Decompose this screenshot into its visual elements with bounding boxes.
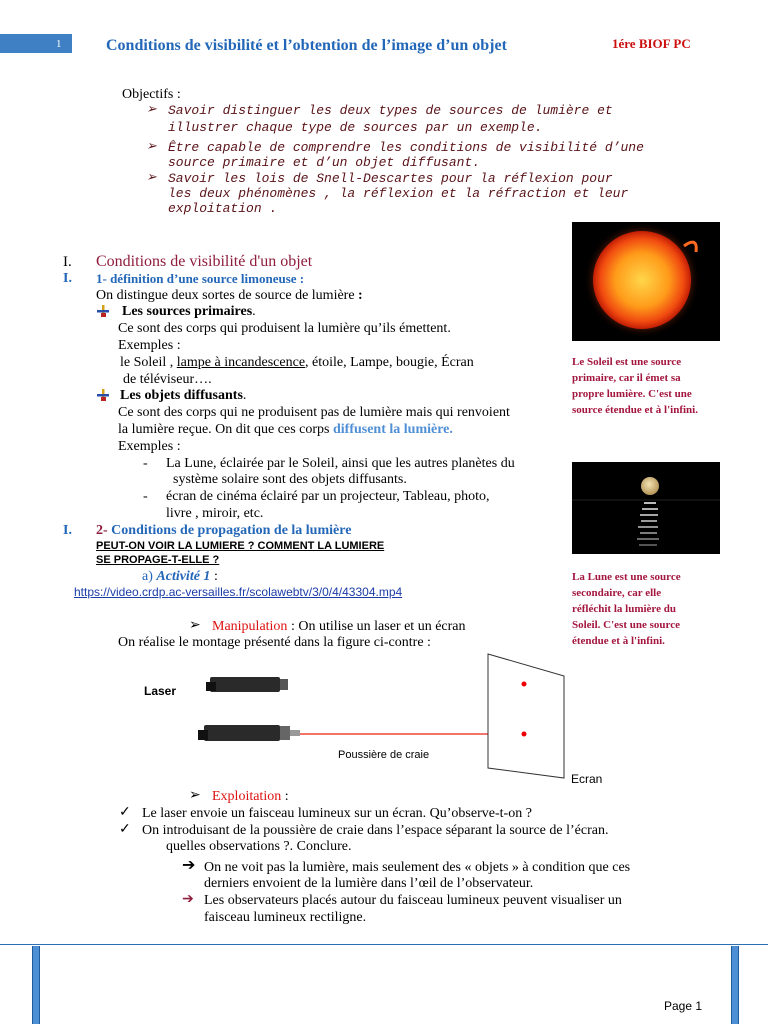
objective-2-line-2: source primaire et d’un objet diffusant. [168, 155, 481, 170]
moon-image [572, 462, 720, 554]
activity-video-link[interactable]: https://video.crdp.ac-versailles.fr/scolawebtv/3/0/4/43304.mp4 [74, 585, 403, 599]
conclusion-1-line-1: On ne voit pas la lumière, mais seulement des « objets » à condition que ces [204, 860, 631, 875]
question-2-line-1: On introduisant de la poussière de craie dans l’espace séparant la source de l’écran. [142, 823, 609, 838]
primary-examples-line-2: de téléviseur…. [123, 372, 212, 387]
footer-divider [0, 944, 768, 945]
exploitation-arrow: ➢ [189, 788, 201, 803]
section-1-title: Conditions de visibilité d'un objet [96, 253, 313, 270]
document-title: Conditions de visibilité et l’obtention de l’image d’un objet [106, 37, 507, 54]
sun-caption-line-1: Le Soleil est une source [572, 356, 682, 368]
primary-sources-title: Les sources primaires. [122, 304, 256, 319]
objective-1-arrow: ➢ [146, 102, 157, 117]
question-2-line-2: quelles observations ?. Conclure. [166, 839, 352, 854]
laser-label: Laser [144, 684, 177, 698]
objective-3-line-1: Savoir les lois de Snell-Descartes pour la réflexion pour [168, 171, 613, 186]
exploitation-line: Exploitation : [212, 789, 289, 804]
footer-left-bar [32, 946, 40, 1024]
moon-caption-line-5: étendue et à l'infini. [572, 635, 665, 647]
chalk-dust-label: Poussière de craie [338, 749, 430, 761]
manipulation-line: Manipulation : On utilise un laser et un écran [212, 619, 466, 634]
sun-caption-line-4: source étendue et à l'infini. [572, 404, 698, 416]
moon-caption-line-4: Soleil. C'est une source [572, 619, 680, 631]
class-label: 1ére BIOF PC [612, 36, 691, 51]
section-1-number: I. [63, 254, 72, 270]
diffusing-examples-label: Exemples : [118, 439, 181, 454]
subsection-1-title: 1- définition d’une source limoneuse : [96, 271, 305, 286]
arrow-right-icon: ➔ [182, 857, 196, 874]
primary-examples-label: Exemples : [118, 338, 181, 353]
page-footer-number: Page 1 [664, 999, 703, 1013]
moon-caption-line-1: La Lune est une source [572, 571, 681, 583]
section-2-number: I. [63, 523, 72, 538]
objective-2-arrow: ➢ [146, 139, 157, 154]
subsection-1-number: I. [63, 271, 72, 286]
sources-intro: On distingue deux sortes de source de lumière : [96, 288, 363, 303]
conclusion-2-line-2: faisceau lumineux rectiligne. [204, 910, 367, 925]
moon-caption-line-2: secondaire, car elle [572, 587, 662, 599]
footer-right-bar [731, 946, 739, 1024]
objective-3-line-2: les deux phénomènes , la réflexion et la réfraction et leur [168, 186, 629, 201]
manipulation-arrow: ➢ [189, 618, 201, 633]
sun-image [572, 222, 720, 341]
primary-examples: le Soleil , lampe à incandescence, étoile, Lampe, bougie, Écran [120, 355, 474, 370]
pointer-bullet-icon [96, 304, 110, 318]
diffusing-example-1-line-1: La Lune, éclairée par le Soleil, ainsi que les autres planètes du [166, 456, 515, 471]
arrow-right-icon: ➔ [182, 892, 194, 907]
objective-3-arrow: ➢ [146, 170, 157, 185]
diffusing-example-1-line-2: système solaire sont des objets diffusants. [173, 472, 407, 487]
conclusion-1-line-2: derniers envoient de la lumière dans l’œil de l’observateur. [204, 876, 534, 891]
moon-caption-line-3: réfléchit la lumière du [572, 603, 676, 615]
diffusing-objects-title: Les objets diffusants. [120, 388, 247, 403]
primary-sources-definition: Ce sont des corps qui produisent la lumière qu’ils émettent. [118, 321, 451, 336]
conclusion-2-line-1: Les observateurs placés autour du faisceau lumineux peuvent visualiser un [204, 893, 622, 908]
objective-3-line-3: exploitation . [168, 201, 278, 216]
objectives-label: Objectifs : [122, 87, 181, 102]
objective-2-line-1: Être capable de comprendre les conditions de visibilité d’une [168, 140, 644, 155]
question-1: Le laser envoie un faisceau lumineux sur un écran. Qu’observe-t-on ? [142, 806, 532, 821]
diffusing-example-2-line-2: livre , miroir, etc. [166, 506, 264, 521]
diffusing-definition-line-2: la lumière reçue. On dit que ces corps diffusent la lumière. [118, 422, 453, 437]
pointer-bullet-icon [96, 388, 110, 402]
objective-1-line-2: illustrer chaque type de sources par un exemple. [168, 120, 543, 135]
question-line-1: PEUT-ON VOIR LA LUMIERE ? COMMENT LA LUMIERE [96, 540, 385, 552]
dash-bullet: - [143, 489, 148, 504]
check-icon: ✓ [119, 805, 131, 820]
question-line-2: SE PROPAGE-T-ELLE ? [96, 554, 220, 566]
sun-caption-line-2: primaire, car il émet sa [572, 372, 681, 384]
montage-text: On réalise le montage présenté dans la figure ci-contre : [118, 635, 431, 650]
diffusing-definition-line-1: Ce sont des corps qui ne produisent pas de lumière mais qui renvoient [118, 405, 510, 420]
activity-label: a) Activité 1 : [142, 569, 218, 584]
dash-bullet: - [143, 456, 148, 471]
diffusing-example-2-line-1: écran de cinéma éclairé par un projecteur, Tableau, photo, [166, 489, 490, 504]
page-number: 1 [56, 38, 62, 50]
laser-setup-figure [190, 650, 610, 785]
sun-caption-line-3: propre lumière. C'est une [572, 388, 692, 400]
screen-label: Ecran [571, 772, 603, 786]
check-icon: ✓ [119, 822, 131, 837]
section-2-title: 2- Conditions de propagation de la lumière [96, 523, 352, 538]
objective-1-line-1: Savoir distinguer les deux types de sources de lumière et [168, 103, 613, 118]
